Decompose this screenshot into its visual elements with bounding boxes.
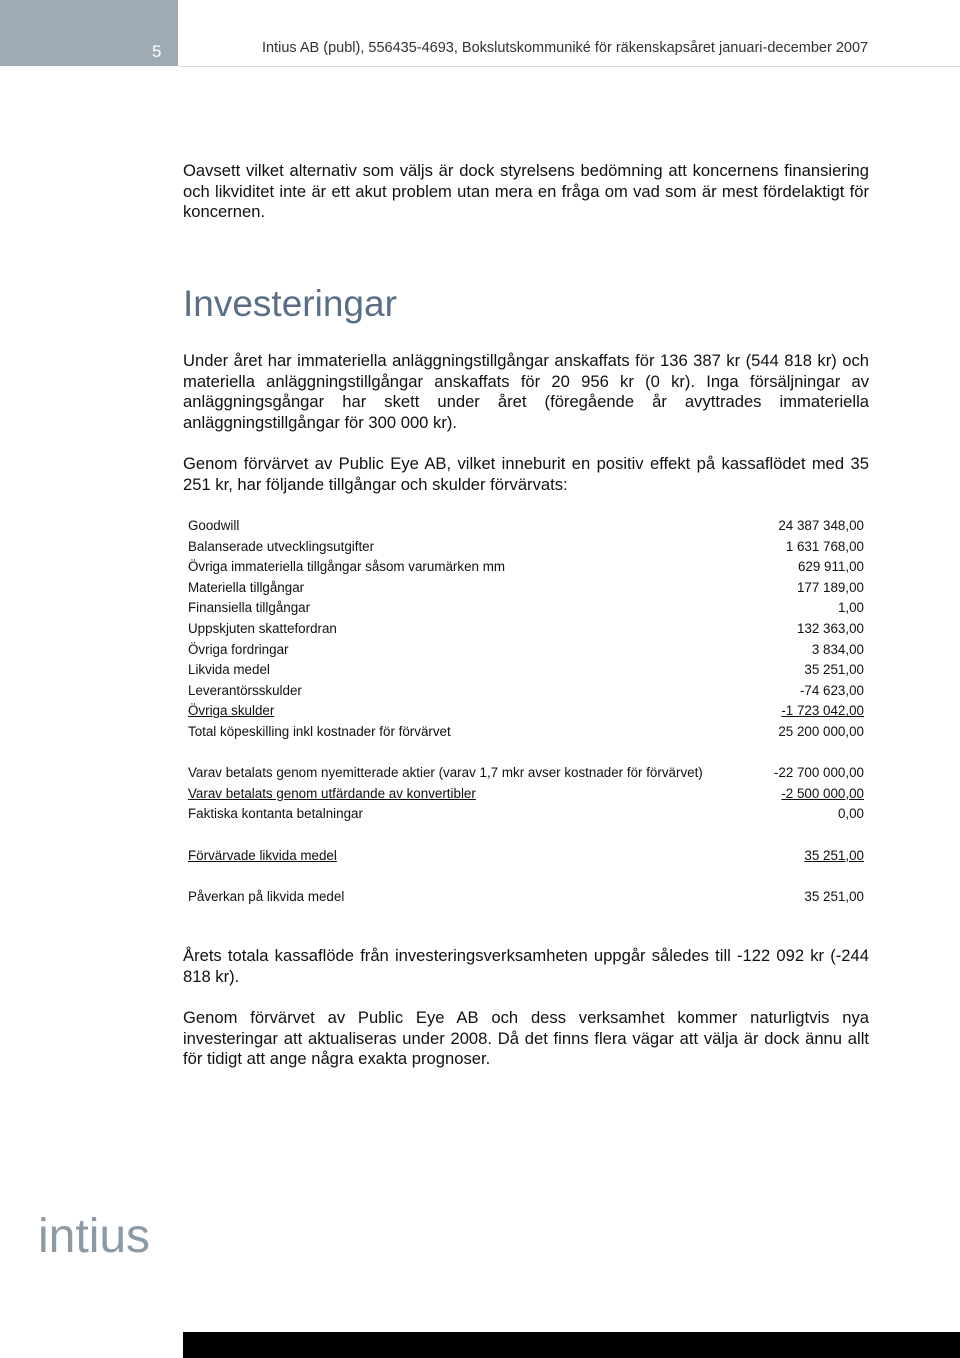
header-divider bbox=[178, 66, 960, 67]
row-value: -2 500 000,00 bbox=[781, 785, 864, 801]
row-value: 24 387 348,00 bbox=[778, 518, 864, 533]
table-spacer bbox=[188, 743, 864, 764]
outlook-paragraph: Genom förvärvet av Public Eye AB och dess verksamhet kommer naturligtvis nya investeringar att aktualiseras under 2008. Då det finns flera vägar att välja är dock ännu allt för tidigt att ange några exakta prognoser. bbox=[183, 1008, 869, 1069]
row-value: 629 911,00 bbox=[797, 559, 864, 575]
cash-effect-row bbox=[188, 887, 864, 908]
intius-logo bbox=[38, 1212, 188, 1260]
row-label: Goodwill bbox=[188, 518, 240, 533]
row-value: 0,00 bbox=[837, 806, 864, 822]
table-row-total bbox=[188, 722, 864, 743]
payment-row bbox=[188, 763, 864, 784]
logo-text: intius bbox=[38, 1212, 151, 1260]
row-label: Leverantörsskulder bbox=[188, 682, 302, 698]
table-row bbox=[188, 598, 864, 619]
row-label: Övriga immateriella tillgångar såsom varumärken mm bbox=[188, 559, 506, 575]
table-row bbox=[188, 619, 864, 640]
table-row bbox=[188, 681, 864, 702]
row-value: -1 723 042,00 bbox=[781, 703, 864, 719]
table-row bbox=[188, 660, 864, 681]
document-header-title: Intius AB (publ), 556435-4693, Bokslutskommuniké för räkenskapsåret januari-december 2007 bbox=[262, 40, 869, 56]
intro-paragraph: Oavsett vilket alternativ som väljs är dock styrelsens bedömning att koncernens finansiering och likviditet inte är ett akut problem utan mera en fråga om vad som är mest fördelaktigt för koncernen. bbox=[183, 161, 869, 222]
cashflow-paragraph: Årets totala kassaflöde från investeringsverksamheten uppgår således till -122 092 kr (-244 818 kr). bbox=[183, 946, 869, 986]
table-row bbox=[188, 701, 864, 722]
row-value: 1,00 bbox=[837, 600, 864, 616]
investments-paragraph: Under året har immateriella anläggningstillgångar anskaffats för 136 387 kr (544 818 kr) och materiella anläggningstillgångar anskaffats för 20 956 kr (0 kr). Inga försäljningar av anläggningsgångar har skett under året (föregående år avyttrades immateriella anläggningstillgångar för 300 000 kr). bbox=[183, 351, 869, 432]
row-value: 3 834,00 bbox=[811, 641, 864, 657]
row-value: 35 251,00 bbox=[804, 662, 864, 678]
row-value: 177 189,00 bbox=[796, 579, 864, 595]
acquired-cash-row bbox=[188, 846, 864, 867]
footer-bar bbox=[183, 1332, 960, 1358]
table-row bbox=[188, 578, 864, 599]
table-row bbox=[188, 640, 864, 661]
row-label: Likvida medel bbox=[188, 662, 270, 678]
section-heading: Investeringar bbox=[183, 283, 397, 324]
row-value: 1 631 768,00 bbox=[785, 538, 864, 554]
row-label: Finansiella tillgångar bbox=[188, 600, 311, 616]
table-spacer bbox=[188, 825, 864, 846]
row-label: Övriga skulder bbox=[188, 703, 275, 719]
row-value: 35 251,00 bbox=[804, 847, 864, 863]
page-number-box bbox=[0, 0, 178, 66]
acquisition-paragraph: Genom förvärvet av Public Eye AB, vilket inneburit en positiv effekt på kassaflödet med 35 251 kr, har följande tillgångar och skulder förvärvats: bbox=[183, 454, 869, 494]
acquisition-table bbox=[188, 516, 864, 907]
table-spacer bbox=[188, 866, 864, 887]
row-label: Förvärvade likvida medel bbox=[188, 847, 337, 863]
table-row bbox=[188, 557, 864, 578]
row-value: -74 623,00 bbox=[799, 682, 864, 698]
row-value: 25 200 000,00 bbox=[778, 723, 864, 739]
payment-row bbox=[188, 804, 864, 825]
row-label: Faktiska kontanta betalningar bbox=[188, 806, 363, 822]
row-label: Varav betalats genom utfärdande av konvertibler bbox=[188, 785, 476, 801]
table-row bbox=[188, 537, 864, 558]
row-label: Påverkan på likvida medel bbox=[188, 888, 345, 904]
row-label: Total köpeskilling inkl kostnader för förvärvet bbox=[188, 723, 451, 739]
row-value: 132 363,00 bbox=[796, 620, 864, 636]
table-row bbox=[188, 516, 864, 537]
row-label: Varav betalats genom nyemitterade aktier (varav 1,7 mkr avser kostnader för förvärvet) bbox=[188, 765, 703, 781]
page-number: 5 bbox=[152, 42, 162, 61]
row-label: Övriga fordringar bbox=[188, 641, 289, 657]
row-label: Materiella tillgångar bbox=[188, 579, 305, 595]
row-label: Uppskjuten skattefordran bbox=[188, 620, 337, 636]
row-label: Balanserade utvecklingsutgifter bbox=[188, 538, 375, 554]
row-value: 35 251,00 bbox=[804, 888, 864, 904]
row-value: -22 700 000,00 bbox=[773, 765, 864, 781]
payment-row bbox=[188, 784, 864, 805]
